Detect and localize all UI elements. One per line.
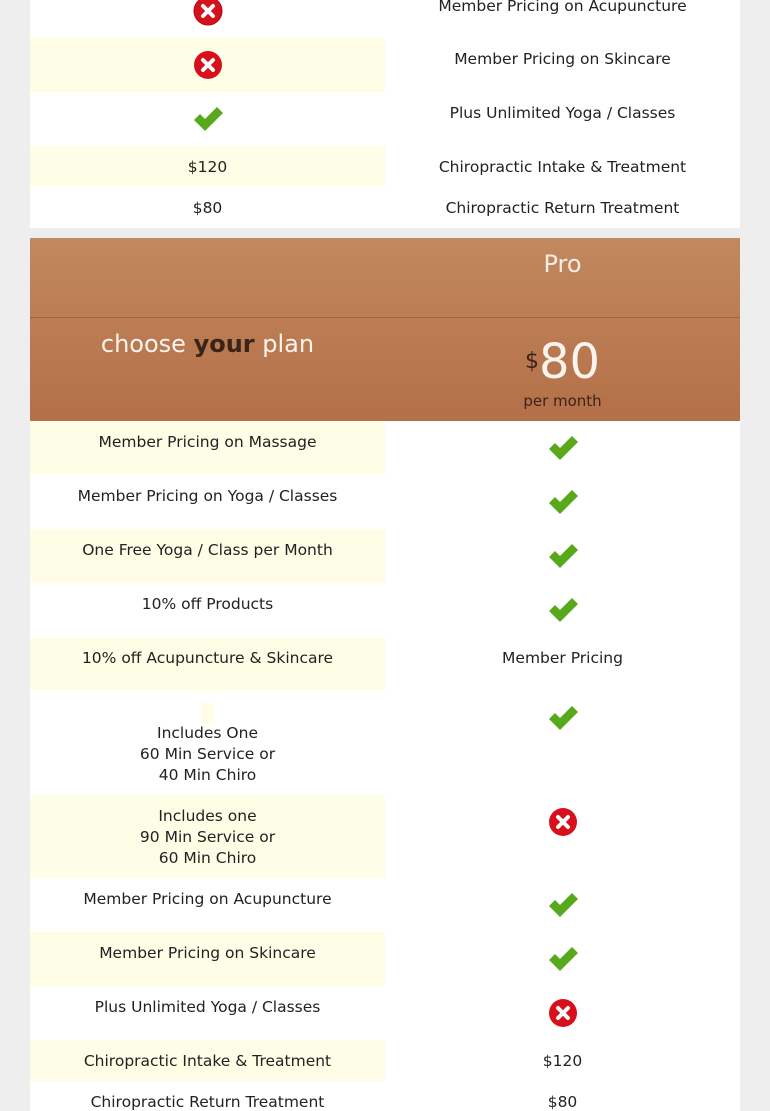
table-row — [30, 1040, 740, 1081]
cross-icon — [548, 998, 578, 1028]
table-row — [30, 795, 740, 878]
feature-label-line: Includes One — [157, 724, 258, 742]
feature-availability — [385, 421, 740, 475]
feature-value — [385, 1081, 740, 1111]
feature-label-text: Plus Unlimited Yoga / Classes — [94, 998, 321, 1016]
feature-label-text: Member Pricing on Acupuncture — [83, 890, 332, 908]
feature-availability — [385, 878, 740, 932]
check-icon — [547, 946, 579, 972]
feature-label-multiline — [140, 806, 275, 869]
feature-availability — [385, 691, 740, 795]
table-row — [30, 637, 740, 691]
feature-value — [385, 637, 740, 691]
feature-label — [30, 637, 385, 691]
table-row — [30, 878, 740, 932]
feature-label-text: Chiropractic Return Treatment — [90, 1093, 325, 1111]
feature-label — [385, 146, 740, 187]
table-row — [30, 1081, 740, 1111]
check-icon — [547, 543, 579, 569]
table-row — [30, 529, 740, 583]
choose-your-plan-heading — [30, 330, 385, 358]
pro-plan-table — [30, 421, 740, 1111]
feature-label-text: Member Pricing on Yoga / Classes — [77, 487, 338, 505]
feature-availability — [385, 932, 740, 986]
table-row — [30, 932, 740, 986]
table-row — [30, 187, 740, 228]
feature-label — [30, 529, 385, 583]
cross-icon — [193, 0, 223, 26]
previous-plan-table — [30, 0, 740, 228]
feature-label-text: 10% off Products — [141, 595, 274, 613]
feature-label — [30, 795, 385, 878]
table-row — [30, 0, 740, 38]
choose-suffix: plan — [262, 330, 315, 358]
feature-value — [30, 187, 385, 228]
feature-label — [30, 583, 385, 637]
cross-icon — [193, 50, 223, 80]
feature-value — [385, 1040, 740, 1081]
feature-availability — [385, 795, 740, 878]
table-row — [30, 583, 740, 637]
feature-availability — [385, 583, 740, 637]
check-icon — [547, 892, 579, 918]
check-icon — [547, 435, 579, 461]
feature-label-text: Member Pricing on Skincare — [454, 50, 671, 68]
table-row — [30, 92, 740, 146]
table-row — [30, 691, 740, 795]
table-row — [30, 475, 740, 529]
feature-availability — [30, 38, 385, 92]
choose-prefix: choose — [100, 330, 186, 358]
feature-label-line: 40 Min Chiro — [158, 766, 257, 784]
feature-label — [30, 691, 385, 795]
table-row — [30, 146, 740, 187]
check-icon — [192, 106, 224, 132]
price-currency: $ — [524, 349, 539, 374]
feature-label — [30, 1040, 385, 1081]
check-icon — [547, 597, 579, 623]
feature-label — [30, 932, 385, 986]
price-amount: 80 — [538, 334, 601, 390]
feature-label-line: 60 Min Chiro — [158, 849, 257, 867]
price-period: per month — [523, 392, 602, 410]
feature-label — [385, 0, 740, 38]
price-value: $80 — [192, 199, 223, 217]
feature-label-multiline — [140, 723, 275, 786]
feature-value — [30, 146, 385, 187]
pro-plan-header — [30, 238, 740, 421]
feature-label-line: 60 Min Service or — [139, 745, 276, 763]
plan-price — [385, 334, 740, 390]
feature-label — [30, 878, 385, 932]
table-row — [30, 986, 740, 1040]
feature-availability — [385, 986, 740, 1040]
feature-label-text: Chiropractic Return Treatment — [445, 199, 680, 217]
table-row — [30, 38, 740, 92]
table-row — [30, 421, 740, 475]
feature-availability — [385, 475, 740, 529]
feature-label — [30, 986, 385, 1040]
feature-label — [30, 421, 385, 475]
feature-label-text: 10% off Acupuncture & Skincare — [81, 649, 334, 667]
feature-label-text: Chiropractic Intake & Treatment — [438, 158, 687, 176]
price-value: $80 — [547, 1093, 578, 1111]
feature-label-text: Member Pricing on Acupuncture — [438, 0, 687, 15]
feature-label-text: Member Pricing on Skincare — [99, 944, 316, 962]
price-value: $120 — [187, 158, 228, 176]
price-value: $120 — [542, 1052, 583, 1070]
feature-label — [30, 475, 385, 529]
feature-label — [385, 187, 740, 228]
feature-label-text: Chiropractic Intake & Treatment — [83, 1052, 332, 1070]
feature-label-text: One Free Yoga / Class per Month — [82, 541, 333, 559]
choose-bold: your — [193, 330, 255, 358]
check-icon — [547, 705, 579, 731]
feature-value-text: Member Pricing — [502, 649, 623, 667]
feature-label — [30, 1081, 385, 1111]
feature-label-line: 90 Min Service or — [139, 828, 276, 846]
feature-availability — [30, 0, 385, 38]
feature-availability — [385, 529, 740, 583]
feature-label-text: Member Pricing on Massage — [98, 433, 317, 451]
highlight-swatch — [201, 703, 214, 723]
feature-label-text: Plus Unlimited Yoga / Classes — [449, 104, 676, 122]
check-icon — [547, 489, 579, 515]
feature-label — [385, 38, 740, 92]
feature-label — [385, 92, 740, 146]
cross-icon — [548, 807, 578, 837]
feature-label-line: Includes one — [158, 807, 257, 825]
feature-availability — [30, 92, 385, 146]
plan-title: Pro — [543, 250, 582, 278]
